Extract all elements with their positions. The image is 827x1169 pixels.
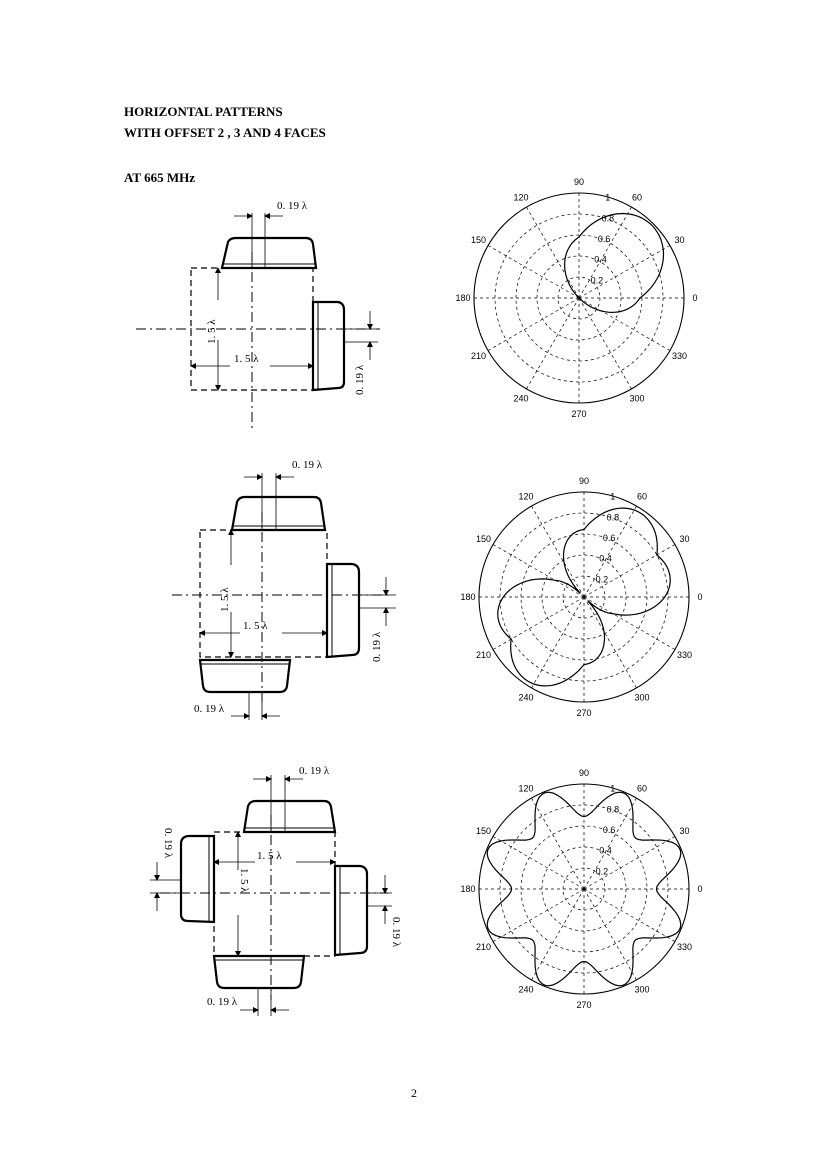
polar-angle-label: 120 [513, 192, 529, 203]
polar-angle-label: 270 [576, 708, 592, 718]
polar-radial-tick-label: 0.6 [602, 825, 616, 835]
spacing-label-vertical: 1. 5 λ [206, 319, 218, 344]
polar-plot-3-faces [460, 476, 702, 718]
polar-radial-tick-label: 0.8 [606, 512, 620, 523]
polar-radial-tick-label: 0.6 [597, 234, 611, 244]
polar-spoke [488, 298, 579, 351]
polar-angle-label: 240 [518, 984, 534, 995]
polar-plot-4-faces [460, 768, 702, 1010]
offset-label-right: 0. 19 λ [354, 364, 366, 395]
polar-angle-label: 150 [470, 235, 487, 245]
polar-angle-label: 300 [634, 692, 650, 703]
spacing-label-horizontal: 1. 5 λ [234, 353, 259, 365]
polar-spoke [584, 597, 675, 650]
polar-angle-label: 180 [455, 293, 471, 303]
offset-diagram-4-faces [150, 775, 392, 1016]
polar-angle-label: 60 [631, 192, 643, 203]
polar-angle-label: 210 [475, 650, 492, 660]
spacing-label-horizontal: 1. 5 λ [257, 850, 282, 862]
offset-label-bottom: 0. 19 λ [194, 703, 225, 715]
polar-radial-tick-label: 0.6 [602, 533, 616, 543]
offset-label-top: 0. 19 λ [277, 200, 308, 212]
polar-spoke [493, 545, 584, 598]
polar-spoke [527, 207, 580, 298]
polar-radial-tick-label: 0.4 [594, 254, 607, 265]
polar-spoke [532, 597, 585, 688]
polar-angle-label: 330 [676, 650, 693, 660]
spacing-label-vertical: 1. 5 λ [238, 868, 250, 893]
frequency-label: AT 665 MHz [124, 170, 196, 185]
polar-plot-2-faces [455, 177, 697, 419]
polar-angle-label: 90 [578, 768, 590, 778]
polar-angle-label: 210 [470, 351, 487, 361]
offset-label-right: 0. 19 λ [371, 631, 383, 662]
polar-spoke [584, 597, 637, 688]
polar-angle-label: 30 [674, 235, 685, 245]
offset-label-left: 0. 19 λ [162, 828, 174, 859]
offset-label-bottom: 0. 19 λ [207, 996, 238, 1008]
offset-diagram-2-faces [136, 213, 380, 428]
polar-angle-label: 120 [518, 783, 534, 794]
offset-diagram-3-faces [172, 473, 396, 720]
polar-angle-label: 180 [460, 884, 476, 894]
polar-radial-tick-label: 0.4 [599, 553, 612, 564]
page-number: 2 [411, 1086, 417, 1100]
polar-angle-label: 180 [460, 592, 476, 602]
polar-angle-label: 240 [513, 393, 529, 404]
polar-angle-label: 120 [518, 491, 534, 502]
polar-angle-label: 0 [697, 592, 703, 602]
polar-angle-label: 210 [475, 942, 492, 952]
offset-label-top: 0. 19 λ [292, 459, 323, 471]
polar-spoke [579, 246, 670, 299]
polar-radial-tick-label: 0.4 [599, 845, 612, 856]
spacing-label-vertical: 1. 5 λ [219, 587, 231, 612]
polar-angle-label: 0 [692, 293, 698, 303]
polar-spoke [532, 506, 585, 597]
polar-angle-label: 240 [518, 692, 534, 703]
title-line-1: HORIZONTAL PATTERNS [124, 104, 283, 119]
polar-radial-tick-label: 0.2 [590, 275, 604, 286]
polar-angle-label: 90 [578, 476, 590, 486]
polar-angle-label: 90 [573, 177, 585, 187]
offset-label-right: 0. 19 λ [390, 917, 402, 948]
polar-angle-label: 60 [636, 783, 648, 794]
spacing-label-horizontal: 1. 5 λ [243, 620, 268, 632]
polar-angle-label: 300 [634, 984, 650, 995]
polar-angle-label: 330 [671, 351, 688, 361]
polar-radial-tick-label: 1 [610, 783, 616, 794]
polar-radial-tick-label: 0.2 [595, 574, 609, 585]
polar-angle-label: 150 [475, 534, 492, 544]
polar-angle-label: 150 [475, 826, 492, 836]
polar-angle-label: 270 [576, 1000, 592, 1010]
polar-spoke [579, 298, 670, 351]
polar-radial-tick-label: 0.8 [606, 804, 620, 815]
polar-angle-label: 330 [676, 942, 693, 952]
polar-radial-tick-label: 0.2 [595, 866, 609, 877]
polar-radial-tick-label: 1 [610, 491, 616, 502]
polar-spoke [493, 597, 584, 650]
title-line-2: WITH OFFSET 2 , 3 AND 4 FACES [124, 125, 326, 140]
polar-spoke [584, 545, 675, 598]
polar-angle-label: 300 [629, 393, 645, 404]
polar-angle-label: 60 [636, 491, 648, 502]
polar-angle-label: 0 [697, 884, 703, 894]
polar-angle-label: 270 [571, 409, 587, 419]
polar-spoke [527, 298, 580, 389]
offset-label-top: 0. 19 λ [299, 765, 330, 777]
polar-radial-tick-label: 1 [605, 192, 611, 203]
polar-radial-tick-label: 0.8 [601, 213, 615, 224]
polar-angle-label: 30 [679, 826, 690, 836]
polar-angle-label: 30 [679, 534, 690, 544]
